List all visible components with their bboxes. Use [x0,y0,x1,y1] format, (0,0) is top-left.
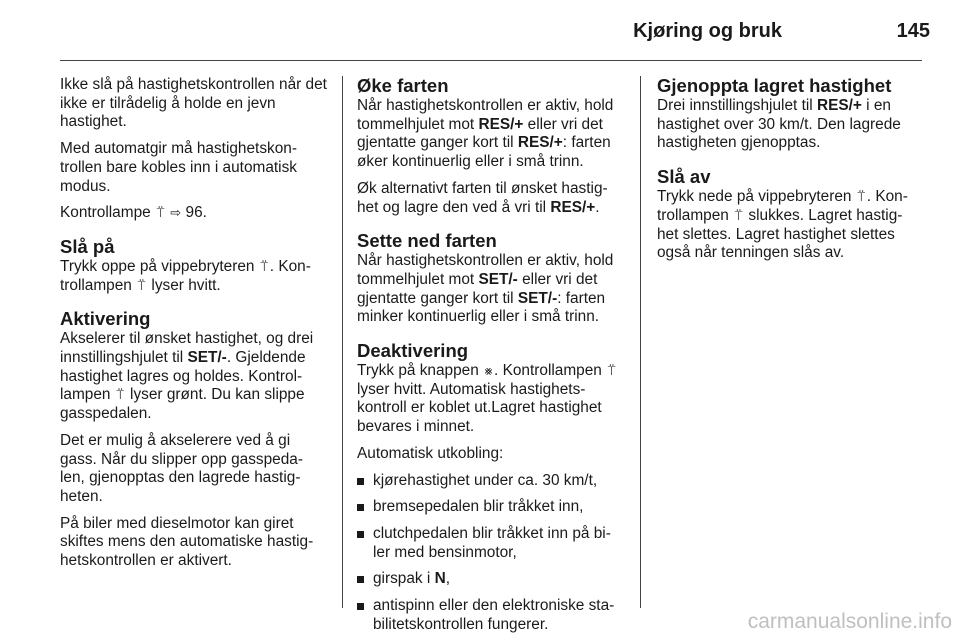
cruise-control-icon: ⍡ [156,205,165,221]
text: . Kontrollampen [494,362,602,380]
paragraph [357,362,627,437]
cancel-button-icon: ⨳ [484,363,493,379]
section-heading: Slå av [657,166,711,188]
cruise-control-icon: ⍡ [857,189,866,205]
bullet [357,504,364,511]
cruise-control-icon: ⍡ [260,258,269,274]
bullet [357,603,364,610]
section-heading: Aktivering [60,308,151,330]
control-label: RES/+ [816,97,862,114]
section-heading: Slå på [60,235,115,257]
list-item [357,472,627,491]
text: i en hastighet over 30 km/t. Den lagrede hastigheten gjenopptas. [657,97,901,152]
reference-arrow-icon: ⇨ [170,205,182,221]
text: : farten øker kontinuerlig eller i små trinn. [357,134,611,171]
paragraph: Automatisk utkobling: [357,444,504,462]
cruise-control-icon: ⍡ [116,387,125,403]
page-header-title: Kjøring og bruk [633,20,782,42]
column-2 [357,76,627,642]
text: Kontrollampe [60,204,151,222]
auto-disengage-list [357,472,627,635]
text: slukkes. Lagret hastig- het slettes. Lagret hastighet slettes også når tenningen slås av. [657,206,903,262]
cruise-control-icon: ⍡ [607,363,616,379]
bullet [357,531,364,538]
header-rule [60,60,922,61]
paragraph: Ikke slå på hastighetskontrollen når det ikke er tilrådelig å holde en jevn hastighet. [60,76,327,131]
bullet [357,576,364,583]
control-label: SET/- [187,349,227,367]
paragraph [357,97,627,172]
text: eller vri det gjentatte ganger kort til [357,270,598,307]
cruise-control-icon: ⍡ [137,277,146,293]
list-item-text: clutchpedalen blir tråkket inn på bi- ler med bensinmotor, [373,524,611,561]
paragraph [60,330,328,424]
text: . Gjeldende hastighet lagres og holdes. Kontrol- lampen [60,349,306,404]
paragraph [60,204,328,223]
text: eller vri det gjentatte ganger kort til [357,115,603,152]
control-label: RES/+ [478,115,524,133]
text: Når hastighetskontrollen er aktiv, hold tommelhjulet mot [357,252,614,288]
section-heading: Sette ned farten [357,230,497,252]
column-3 [657,76,925,271]
watermark: carmanualsonline.info [747,610,952,633]
paragraph: Det er mulig å akselerere ved å gi gass. Når du slipper opp gasspeda- len, gjenopptas den lagrede hastig- heten. [60,431,303,505]
bullet [357,478,364,485]
text: Når hastighetskontrollen er aktiv, hold tommelhjulet mot [357,97,614,133]
page-number: 145 [896,20,930,42]
paragraph [60,258,328,295]
list-item-text: , [445,570,450,588]
text: . Kon- trollampen [657,188,908,224]
column-divider [342,76,343,608]
page-reference: 96. [185,204,207,222]
text: Trykk nede på vippebryteren [657,188,852,206]
text: lyser hvitt. [151,276,221,294]
control-label: RES/+ [517,134,563,152]
column-divider [640,76,641,608]
paragraph [657,97,925,153]
text: lyser grønt. Du kan slippe gasspedalen. [60,386,305,423]
list-item [357,498,627,517]
text: Akselerer til ønsket hastighet, og drei innstillingshjulet til [60,330,314,367]
text: lyser hvitt. Automatisk hastighets- kontroll er koblet ut.Lagret hastighet bevares i minnet. [357,380,602,436]
section-heading: Gjenoppta lagret hastighet [657,75,892,96]
paragraph [657,188,925,263]
text: : farten minker kontinuerlig eller i små trinn. [357,289,606,326]
control-label: RES/+ [550,198,596,216]
section-heading: Øke farten [357,75,449,96]
list-item-text: kjørehastighet under ca. 30 km/t, [373,471,598,489]
gear-label: N [434,570,446,588]
cruise-control-icon: ⍡ [734,207,743,223]
list-item-text: girspak i [373,570,431,588]
text: Trykk på knappen [357,362,479,380]
list-item-text: antispinn eller den elektroniske sta- bilitetskontrollen fungerer. [373,597,615,633]
text: . Kon- trollampen [60,257,311,294]
column-1 [60,76,328,579]
text: . [595,198,600,216]
text: Trykk oppe på vippebryteren [60,257,255,275]
paragraph [357,252,627,327]
text: Øk alternativt farten til ønsket hastig- het og lagre den ved å vri til [357,179,608,216]
control-label: SET/- [517,289,558,307]
section-heading: Deaktivering [357,340,469,362]
paragraph [357,180,627,217]
list-item [357,525,627,562]
text: Drei innstillingshjulet til [657,97,813,114]
paragraph-text: Med automatgir må hastighetskon- trollen bare kobles inn i automatisk modus. [60,140,297,195]
control-label: SET/- [478,270,518,288]
paragraph: På biler med dieselmotor kan giret skiftes mens den automatiske hastig- hetskontrollen er aktivert. [60,514,314,570]
list-item-text: bremsepedalen blir tråkket inn, [373,498,584,516]
list-item [357,597,627,634]
list-item [357,570,627,589]
paragraph [60,140,328,196]
